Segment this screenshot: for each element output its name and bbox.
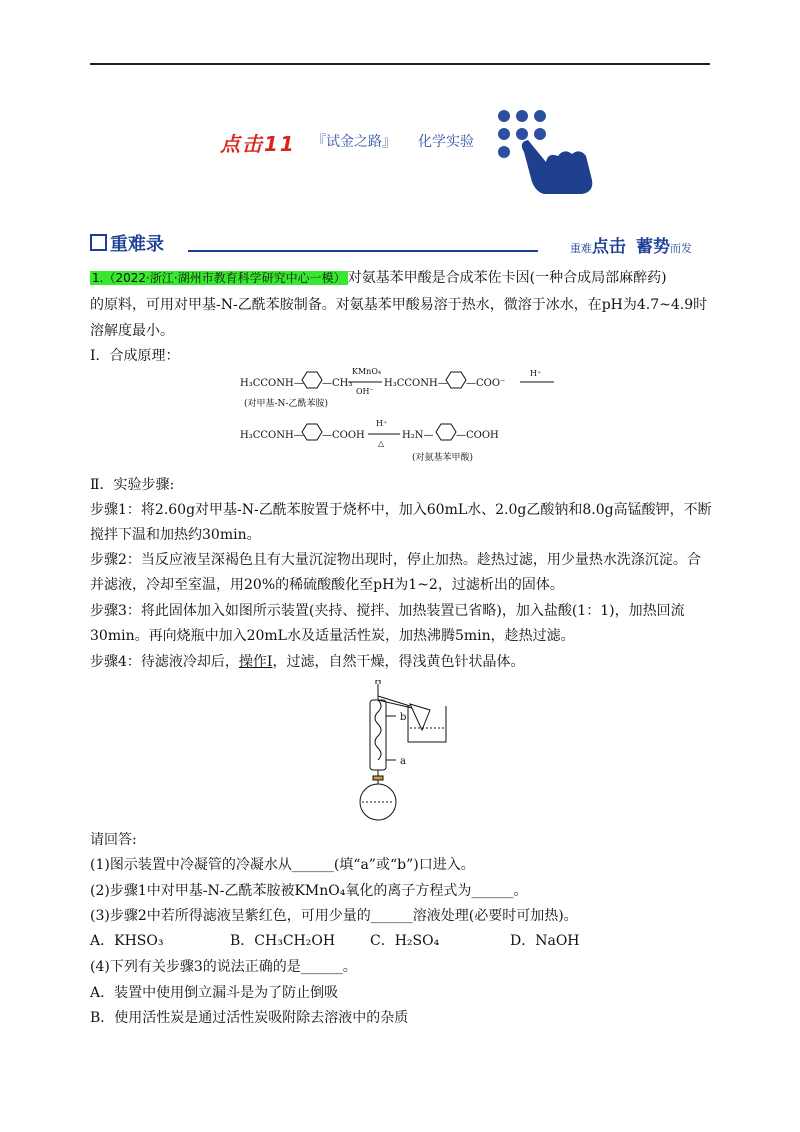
rxn1-h-plus: H⁺ <box>530 369 542 378</box>
stopper <box>373 776 383 780</box>
intro-text-1: 对氨基苯甲酸是合成苯佐卡因(一种合成局部麻醉药) <box>347 270 667 286</box>
banner-subtitle: 『试金之路』 <box>312 134 396 150</box>
question-source-tag: 1.（2022·浙江·湖州市教育科学研究中心一模） <box>92 271 346 285</box>
part1-heading: Ⅰ．合成原理： <box>90 348 180 364</box>
label-b: b <box>400 712 407 723</box>
question-2: (2)步骤1中对甲基-N-乙酰苯胺被KMnO₄氧化的离子方程式为______。 <box>90 883 528 899</box>
slogan-part-3: 蓄势 <box>636 237 670 257</box>
reflux-apparatus-diagram <box>350 680 460 825</box>
step2-line-2: 并滤液，冷却至室温，用20%的稀硫酸酸化至pH为1~2，过滤析出的固体。 <box>90 577 564 593</box>
step4-line <box>90 650 712 674</box>
choice-c: C．H₂SO₄ <box>370 933 440 949</box>
question-1: (1)图示装置中冷凝管的冷凝水从______(填“a”或“b”)口进入。 <box>90 857 475 873</box>
question-intro-line-1 <box>90 266 712 290</box>
rxn1-ch3: —CH₃ <box>322 378 353 389</box>
section-header <box>90 230 710 258</box>
slogan-part-4: 而发 <box>670 242 692 255</box>
label-a: a <box>400 756 406 767</box>
section-underline <box>188 250 538 252</box>
benzene-ring-2 <box>446 372 466 388</box>
question-4-option-a: A．装置中使用倒立漏斗是为了防止倒吸 <box>90 985 339 1001</box>
question-intro-line-3: 溶解度最小。 <box>90 323 174 339</box>
step3-line-1: 步骤3：将此固体加入如图所示装置(夹持、搅拌、加热装置已省略)，加入盐酸(1：1)，加热回流 <box>90 603 685 619</box>
section-slogan <box>570 232 692 257</box>
answer-prompt: 请回答: <box>90 832 137 848</box>
rxn2-condition-top: H⁺ <box>376 419 388 428</box>
rxn2-condition-bottom: △ <box>378 439 385 448</box>
question-4: (4)下列有关步骤3的说法正确的是______。 <box>90 959 357 975</box>
rxn2-product-name: (对氨基苯甲酸) <box>412 453 474 463</box>
condenser-coil <box>375 700 381 760</box>
slogan-part-1: 重难 <box>569 242 592 255</box>
rxn1-reactant-prefix: H₃CCONH— <box>240 378 304 389</box>
inverted-funnel <box>410 704 430 730</box>
step4-suffix: ，过滤，自然干燥，得浅黄色针状晶体。 <box>272 654 525 670</box>
rxn2-product-cooh: —COOH <box>456 430 499 441</box>
top-rule <box>90 63 710 65</box>
choice-d: D．NaOH <box>510 933 580 949</box>
pointing-hand-icon <box>490 106 600 196</box>
rxn1-reactant-name: (对甲基-N-乙酰苯胺) <box>244 399 328 409</box>
rxn2-cooh: —COOH <box>322 430 365 441</box>
step2-line-1: 步骤2：当反应液呈深褐色且有大量沉淀物出现时，停止加热。趁热过滤，用少量热水洗涤沉淀。合 <box>90 552 701 568</box>
banner-brand: 点击11 <box>220 132 296 156</box>
question-intro-line-2: 的原料，可用对甲基-N-乙酰苯胺制备。对氨基苯甲酸易溶于热水，微溶于冰水，在pH为4.7~4.9时 <box>90 297 708 313</box>
step1-line-2: 搅拌下温和加热约30min。 <box>90 527 261 543</box>
rxn1-coo: —COO⁻ <box>466 378 506 389</box>
rxn2-product-prefix: H₂N— <box>402 430 434 441</box>
step4-prefix: 步骤4：待滤液冷却后， <box>90 654 239 670</box>
benzene-ring-1 <box>302 372 322 388</box>
checkbox-icon <box>90 234 107 251</box>
question-4-option-b: B．使用活性炭是通过活性炭吸附除去溶液中的杂质 <box>90 1010 409 1026</box>
part2-heading: Ⅱ．实验步骤: <box>90 477 175 493</box>
banner <box>220 106 600 196</box>
rxn1-condition-bottom: OH⁻ <box>356 387 374 396</box>
banner-topic: 化学实验 <box>418 134 474 150</box>
slogan-part-2: 点击 <box>591 237 626 257</box>
section-title-text: 重难录 <box>110 234 164 255</box>
rxn1-condition-top: KMnO₄ <box>352 367 382 376</box>
step1-line-1: 步骤1：将2.60g对甲基-N-乙酰苯胺置于烧杯中，加入60mL水、2.0g乙酸钠和8.0g高锰酸钾，不断 <box>90 502 712 518</box>
question-3: (3)步骤2中若所得滤液呈紫红色，可用少量的______溶液处理(必要时可加热)。 <box>90 908 578 924</box>
benzene-ring-4 <box>436 424 456 440</box>
rxn1-product-prefix: H₃CCONH— <box>384 378 448 389</box>
benzene-ring-3 <box>302 424 322 440</box>
step4-operation: 操作Ⅰ <box>238 654 273 670</box>
step3-line-2: 30min。再向烧瓶中加入20mL水及适量活性炭，加热沸腾5min，趁热过滤。 <box>90 628 575 644</box>
reaction-scheme <box>240 366 560 466</box>
section-title <box>90 230 164 256</box>
choice-a: A．KHSO₃ <box>90 933 164 949</box>
choice-b: B．CH₃CH₂OH <box>230 933 336 949</box>
rxn2-reactant-prefix: H₃CCONH— <box>240 430 304 441</box>
